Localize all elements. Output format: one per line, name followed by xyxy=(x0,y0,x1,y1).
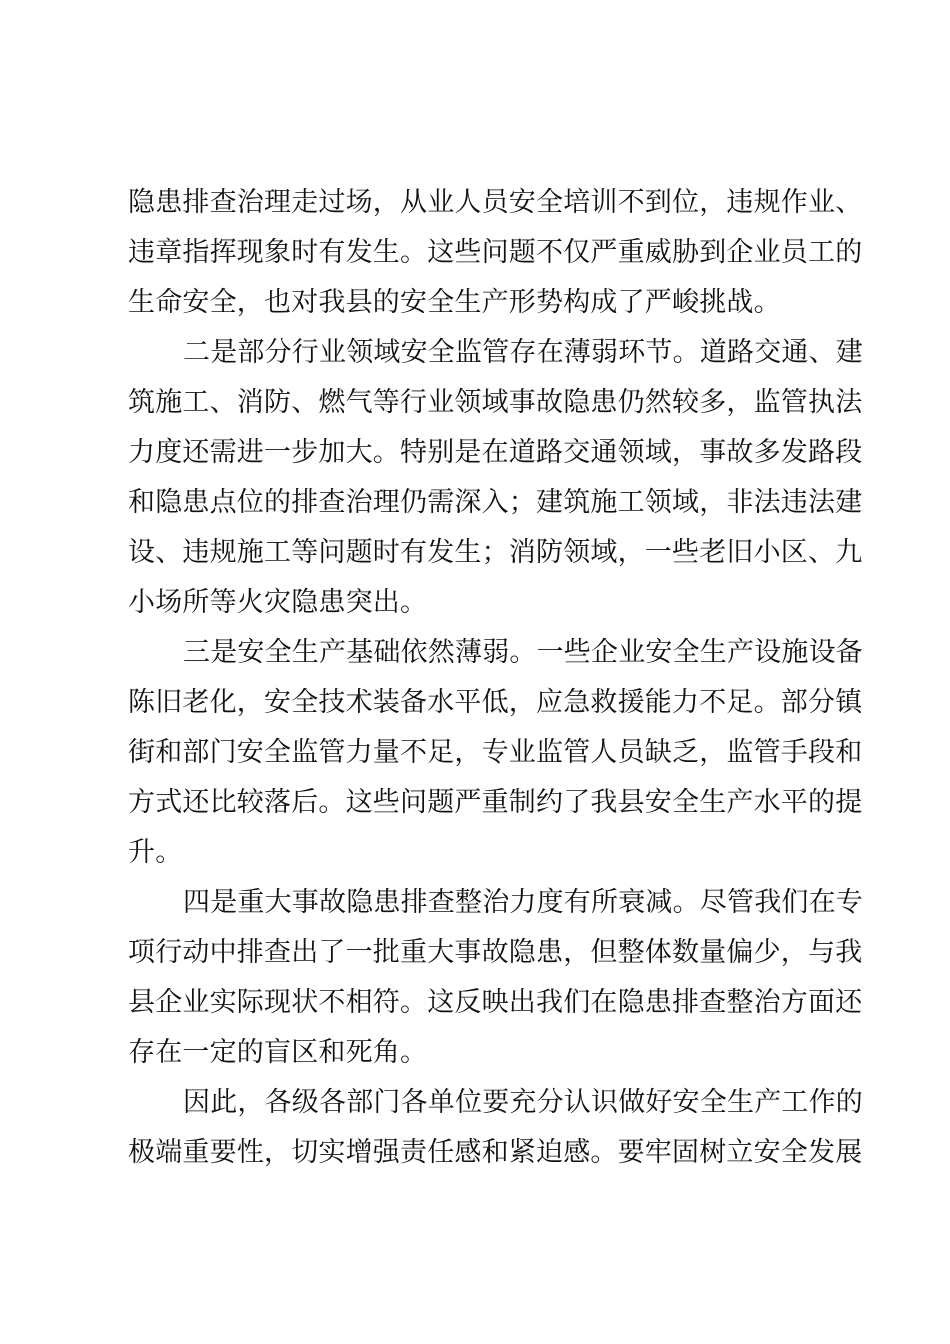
text-line: 隐患排查治理走过场，从业人员安全培训不到位，违规作业、 xyxy=(128,187,863,218)
text-line: 力度还需进一步加大。特别是在道路交通领域，事故多发路段 xyxy=(128,437,863,468)
paragraph-5 xyxy=(128,1078,863,1178)
text-line: 县企业实际现状不相符。这反映出我们在隐患排查整治方面还 xyxy=(128,987,863,1018)
text-line: 存在一定的盲区和死角。 xyxy=(128,1037,428,1068)
text-line: 设、违规施工等问题时有发生；消防领域，一些老旧小区、九 xyxy=(128,537,863,568)
text-line: 筑施工、消防、燃气等行业领域事故隐患仍然较多，监管执法 xyxy=(128,387,863,418)
paragraph-3 xyxy=(128,628,863,878)
text-line: 四是重大事故隐患排查整治力度有所衰减。尽管我们在专 xyxy=(183,887,863,918)
text-line: 升。 xyxy=(128,837,183,868)
document-body xyxy=(128,178,863,1178)
text-line: 和隐患点位的排查治理仍需深入；建筑施工领域，非法违法建 xyxy=(128,487,863,518)
text-line: 二是部分行业领域安全监管存在薄弱环节。道路交通、建 xyxy=(183,337,863,368)
text-line: 陈旧老化，安全技术装备水平低，应急救援能力不足。部分镇 xyxy=(128,687,863,718)
text-line: 街和部门安全监管力量不足，专业监管人员缺乏，监管手段和 xyxy=(128,737,863,768)
text-line: 三是安全生产基础依然薄弱。一些企业安全生产设施设备 xyxy=(183,637,863,668)
paragraph-4 xyxy=(128,878,863,1078)
text-line: 小场所等火灾隐患突出。 xyxy=(128,587,428,618)
text-line: 因此，各级各部门各单位要充分认识做好安全生产工作的 xyxy=(183,1087,863,1118)
text-line: 生命安全，也对我县的安全生产形势构成了严峻挑战。 xyxy=(128,287,781,318)
text-line: 违章指挥现象时有发生。这些问题不仅严重威胁到企业员工的 xyxy=(128,237,863,268)
paragraph-1 xyxy=(128,178,863,328)
paragraph-2 xyxy=(128,328,863,628)
text-line: 项行动中排查出了一批重大事故隐患，但整体数量偏少，与我 xyxy=(128,937,863,968)
text-line: 极端重要性，切实增强责任感和紧迫感。要牢固树立安全发展 xyxy=(128,1137,863,1168)
text-line: 方式还比较落后。这些问题严重制约了我县安全生产水平的提 xyxy=(128,787,863,818)
